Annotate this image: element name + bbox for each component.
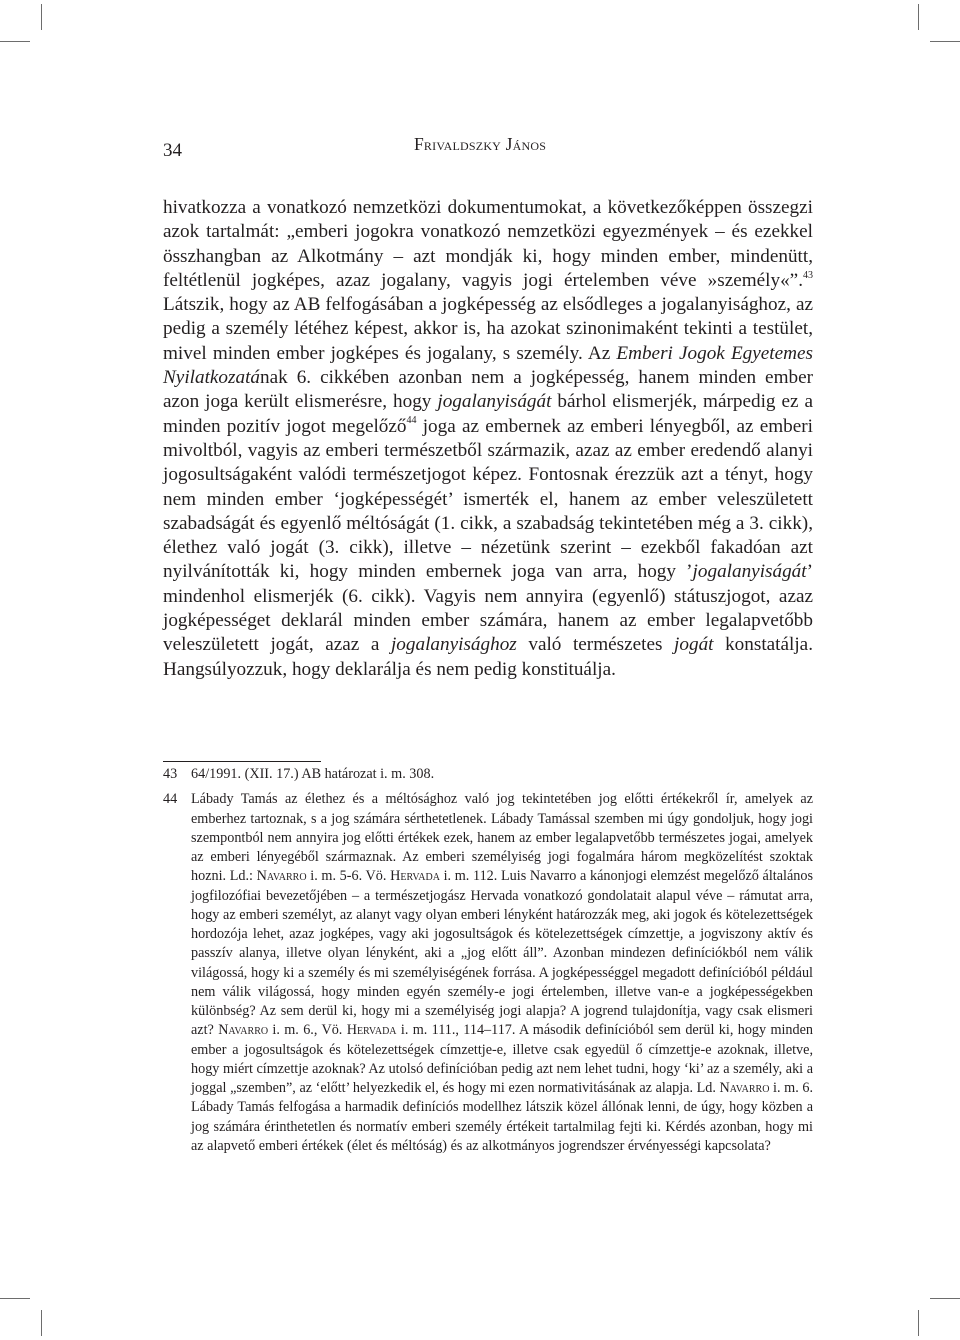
crop-mark: [41, 1310, 42, 1336]
body-text-run: való természetes: [516, 634, 675, 656]
body-italic-run: jogalanyiságát: [692, 561, 807, 583]
crop-mark: [0, 41, 30, 42]
footnote-text: i. m. 112. Luis Navarro a kánonjogi elemzést megelőző általános jogfilozófiai bevezetőjében – a természetjogász Hervada vonatkozó gondolatait alapul véve – rámutat arra, hogy az emberi személyt, az alanyt vagy olyan emberi lényként határozzák meg, aki jogok és kötelezettségek hordozója lehet, azaz jogképes, vagy aki jogosultságok és kötelezettségek címzettje, a jogviszony aktív és passzív alanya, illetve olyan lényként, aki a „jog előtt áll”. Azonban mindezen definíciókból nem válik világossá, hogy ki a személy és mi személyiségének forrása. A jogképességgel megadott definícióból például nem válik világossá, hogy minden egyén személy-e jogi értelemben, illetve van-e a jogképességekben különbség? Az sem derül ki, hogy mi a személyiség jogi alapja? A jogrend tulajdonítja, vagy csak elismeri azt?: [191, 868, 813, 1039]
author-name-hervada: Hervada: [390, 868, 440, 885]
footnotes: [163, 765, 813, 1156]
crop-mark: [918, 4, 919, 30]
footnote-text: i. m. 5-6. Vö.: [306, 868, 391, 885]
footnote-number: 44: [163, 791, 178, 808]
body-text-run: hivatkozza a vonatkozó nemzetközi dokumentumokat, a következőképpen összegzi azok tartalmát: „emberi jogokra vonatkozó nemzetközi egyezmények – és ezekkel összhangban az Alkotmány – azt mondják ki, hogy minden ember, mindenütt, feltétlenül jogképes, azaz jogalany, vagyis jogi értelemben véve »személy«”.: [163, 197, 813, 291]
crop-mark: [0, 1298, 30, 1299]
footnote-44: [163, 790, 813, 1156]
author-name-navarro: Navarro: [218, 1022, 269, 1039]
footnote-text: i. m. 6. Lábady Tamás felfogása a harmadik definíciós modellhez látszik közel állónak lenni, de úgy, hogy közben a jog számára érinthetetlen és normatív emberi személy értékeit tartalmilag fejti ki. Kérdés azonban, hogy mi az alapvető emberi értékek (élet és méltóság) és az alkotmányos jogrendszer érvényességi kapcsolata?: [191, 1080, 813, 1154]
running-head: Frivaldszky János: [414, 134, 547, 154]
body-italic-run: Emberi Jogok Egyetemes Nyilatkozatá: [163, 342, 813, 389]
crop-mark: [930, 1298, 960, 1299]
body-text-run: bárhol elismerjék, márpedig ez a minden pozitív jogot megelőző: [163, 391, 813, 437]
body-text-run: Látszik, hogy az AB felfogásában a jogképesség az elsődleges a jogalanyisághoz, az pedig a személy létéhez képest, akkor is, ha azokat szinonimaként tekinti a testület, mivel minden ember jogképes és jogalany, s személy. Az: [163, 294, 813, 364]
author-name-hervada: Hervada: [346, 1022, 397, 1039]
crop-mark: [930, 41, 960, 42]
body-text-run: konstatálja. Hangsúlyozzuk, hogy deklarálja és nem pedig konstituálja.: [163, 634, 813, 680]
body-text-run: nak 6. cikkében azonban nem a jogképesség, hanem minden ember azon joga került elismerésre, hogy: [163, 367, 813, 413]
footnote-ref-44: 44: [406, 415, 417, 427]
body-text-run: joga az embernek az emberi lényegből, az emberi mivoltból, vagyis az emberi természetből származik, azaz az ember eredendő alanyi jogosultságaként valódi természetjogot képez. Fontosnak érezzük azt a tényt, hogy nem minden ember ‘jogképességét’ ismerték el, hanem az ember veleszületett szabadságát és egyenlő méltóságát (1. cikk, a szabadság tekintetében még a 3. cikk), élethez való jogát (3. cikk), illetve – nézetünk szerint – ezekből fakadóan azt nyilvánították ki, hogy minden embernek joga van arra, hogy ’: [163, 415, 814, 583]
footnote-text: 64/1991. (XII. 17.) AB határozat i. m. 308.: [191, 766, 435, 782]
body-italic-run: jogalanyiságát: [437, 391, 552, 413]
footnote-43: [163, 765, 813, 784]
body-italic-run: jogát: [674, 634, 714, 656]
footnote-text: Lábady Tamás az élethez és a méltósághoz való jog tekintetében jog előtti értékekről ír, amelyek az emberhez tartoznak, s a jog számára sérthetetlenek. Lábady Tamással szemben mi úgy gondoljuk, hogy jogi szempontból nem annyira jog előtti értékek ezek, hanem az ember legalapvetőbb természetes jogai, amelyek az emberi lényegéből származnak. Az emberi személyiség jogi fogalmára három megközelítést szoktak hozni. Ld.:: [191, 791, 813, 885]
crop-mark: [918, 1310, 919, 1336]
body-text-run: ’ mindenhol elismerjék (6. cikk). Vagyis nem annyira (egyenlő) státuszjogot, azaz jogképességet deklarál minden ember számára, hanem az ember legalapvetőbb veleszületett jogát, azaz a: [163, 561, 813, 656]
author-name-navarro: Navarro: [256, 868, 307, 885]
body-paragraph: [163, 196, 813, 682]
body-italic-run: jogalanyisághoz: [390, 634, 517, 656]
author-name-navarro: Navarro: [719, 1080, 770, 1096]
crop-mark: [41, 4, 42, 30]
footnote-text: i. m. 111., 114–117. A második definícióból sem derül ki, hogy minden ember a jogosultságok és kötelezettségek címzettje-e, illetve csak egyedül ő címzettje-e azoknak, illetve, hogy miért címzettje azoknak? Az utolsó definícióban pedig azt nem lehet tudni, hogy ‘ki’ az a személy, aki a joggal „szemben”, az ‘előtt’ helyezkedik el, és hogy mi ezen normativitásának az alapja. Ld.: [191, 1022, 814, 1096]
page-number: 34: [163, 140, 182, 161]
footnote-text: i. m. 6., Vö.: [268, 1022, 347, 1039]
footnote-ref-43: 43: [803, 269, 813, 281]
footnote-separator: [163, 761, 321, 762]
footnote-number: 43: [163, 766, 178, 782]
